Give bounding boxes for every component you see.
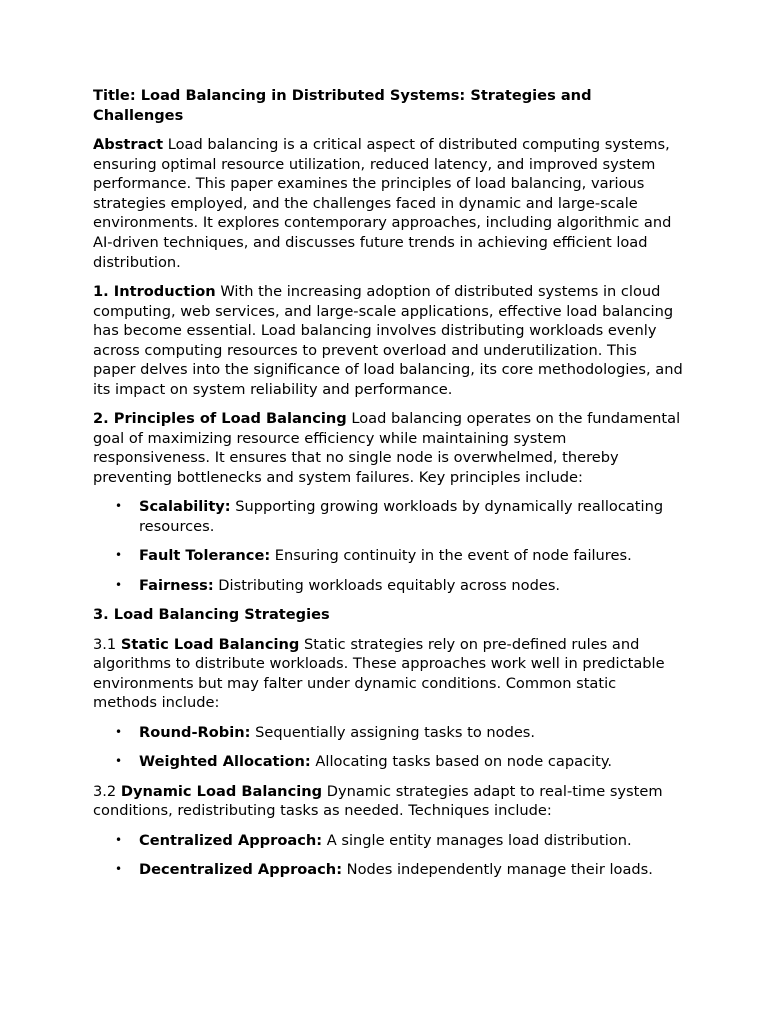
- bullet-icon: •: [115, 754, 123, 769]
- list-item: [115, 723, 683, 743]
- list-item-term: Round-Robin:: [139, 723, 251, 741]
- bullet-icon: •: [115, 724, 123, 739]
- static-methods-list: [93, 723, 683, 772]
- list-item-term: Weighted Allocation:: [139, 753, 311, 771]
- principles-text: Load balancing operates on the fundamental goal of maximizing resource efficiency while maintaining system responsiveness. It ensures that no single node is overwhelmed, thereby preventing bottlenecks and system failures. Key principles include:: [93, 410, 681, 487]
- bullet-icon: •: [115, 577, 123, 592]
- dynamic-techniques-list: [93, 831, 683, 880]
- list-item-desc: Supporting growing workloads by dynamically reallocating resources.: [139, 498, 664, 536]
- principles-list: [93, 497, 683, 595]
- list-item-desc: Sequentially assigning tasks to nodes.: [250, 723, 536, 741]
- list-item-term: Decentralized Approach:: [139, 860, 343, 878]
- list-item: [115, 860, 683, 880]
- abstract-paragraph: [93, 135, 683, 272]
- static-paragraph: [93, 635, 683, 713]
- list-item-desc: Ensuring continuity in the event of node failures.: [270, 547, 632, 565]
- list-item: [115, 576, 683, 596]
- list-item-term: Fault Tolerance:: [139, 547, 271, 565]
- introduction-text: With the increasing adoption of distributed systems in cloud computing, web services, and large-scale applications, effective load balancing has become essential. Load balancing involves distributing workloads evenly across computing resources to prevent overload and underutilization. This paper delves into the significance of load balancing, its core methodologies, and its impact on system reliability and performance.: [93, 282, 683, 398]
- strategies-heading: 3. Load Balancing Strategies: [93, 606, 330, 624]
- list-item-term: Fairness:: [139, 576, 214, 594]
- dynamic-paragraph: [93, 782, 683, 821]
- static-heading: Static Load Balancing: [120, 635, 300, 653]
- dynamic-text: Dynamic strategies adapt to real-time system conditions, redistributing tasks as needed. Techniques include:: [93, 782, 663, 820]
- abstract-heading: Abstract: [93, 135, 164, 153]
- bullet-icon: •: [115, 861, 123, 876]
- list-item: [115, 497, 683, 536]
- strategies-heading-paragraph: [93, 605, 683, 625]
- dynamic-number: 3.2: [93, 782, 121, 800]
- paper-title: Title: Load Balancing in Distributed Systems: Strategies and Challenges: [93, 87, 592, 124]
- principles-paragraph: [93, 409, 683, 487]
- document-page: [93, 86, 683, 889]
- bullet-icon: •: [115, 548, 123, 563]
- static-text: Static strategies rely on pre-defined rules and algorithms to distribute workloads. These approaches work well in predictable environments but may falter under dynamic conditions. Common static methods include:: [93, 635, 665, 712]
- list-item-desc: Nodes independently manage their loads.: [342, 860, 653, 878]
- bullet-icon: •: [115, 832, 123, 847]
- introduction-heading: 1. Introduction: [93, 282, 216, 300]
- static-number: 3.1: [93, 635, 121, 653]
- bullet-icon: •: [115, 499, 123, 514]
- list-item: [115, 752, 683, 772]
- principles-heading: 2. Principles of Load Balancing: [93, 410, 347, 428]
- dynamic-heading: Dynamic Load Balancing: [120, 782, 323, 800]
- list-item: [115, 546, 683, 566]
- list-item-term: Scalability:: [139, 498, 231, 516]
- list-item-desc: Distributing workloads equitably across nodes.: [213, 576, 561, 594]
- list-item-desc: A single entity manages load distribution.: [322, 831, 632, 849]
- introduction-paragraph: [93, 282, 683, 400]
- list-item: [115, 831, 683, 851]
- list-item-desc: Allocating tasks based on node capacity.: [310, 753, 613, 771]
- list-item-term: Centralized Approach:: [139, 831, 323, 849]
- abstract-text: Load balancing is a critical aspect of distributed computing systems, ensuring optimal resource utilization, reduced latency, and improved system performance. This paper examines the principles of load balancing, various strategies employed, and the challenges faced in dynamic and large-scale environments. It explores contemporary approaches, including algorithmic and AI-driven techniques, and discusses future trends in achieving efficient load distribution.: [93, 135, 672, 271]
